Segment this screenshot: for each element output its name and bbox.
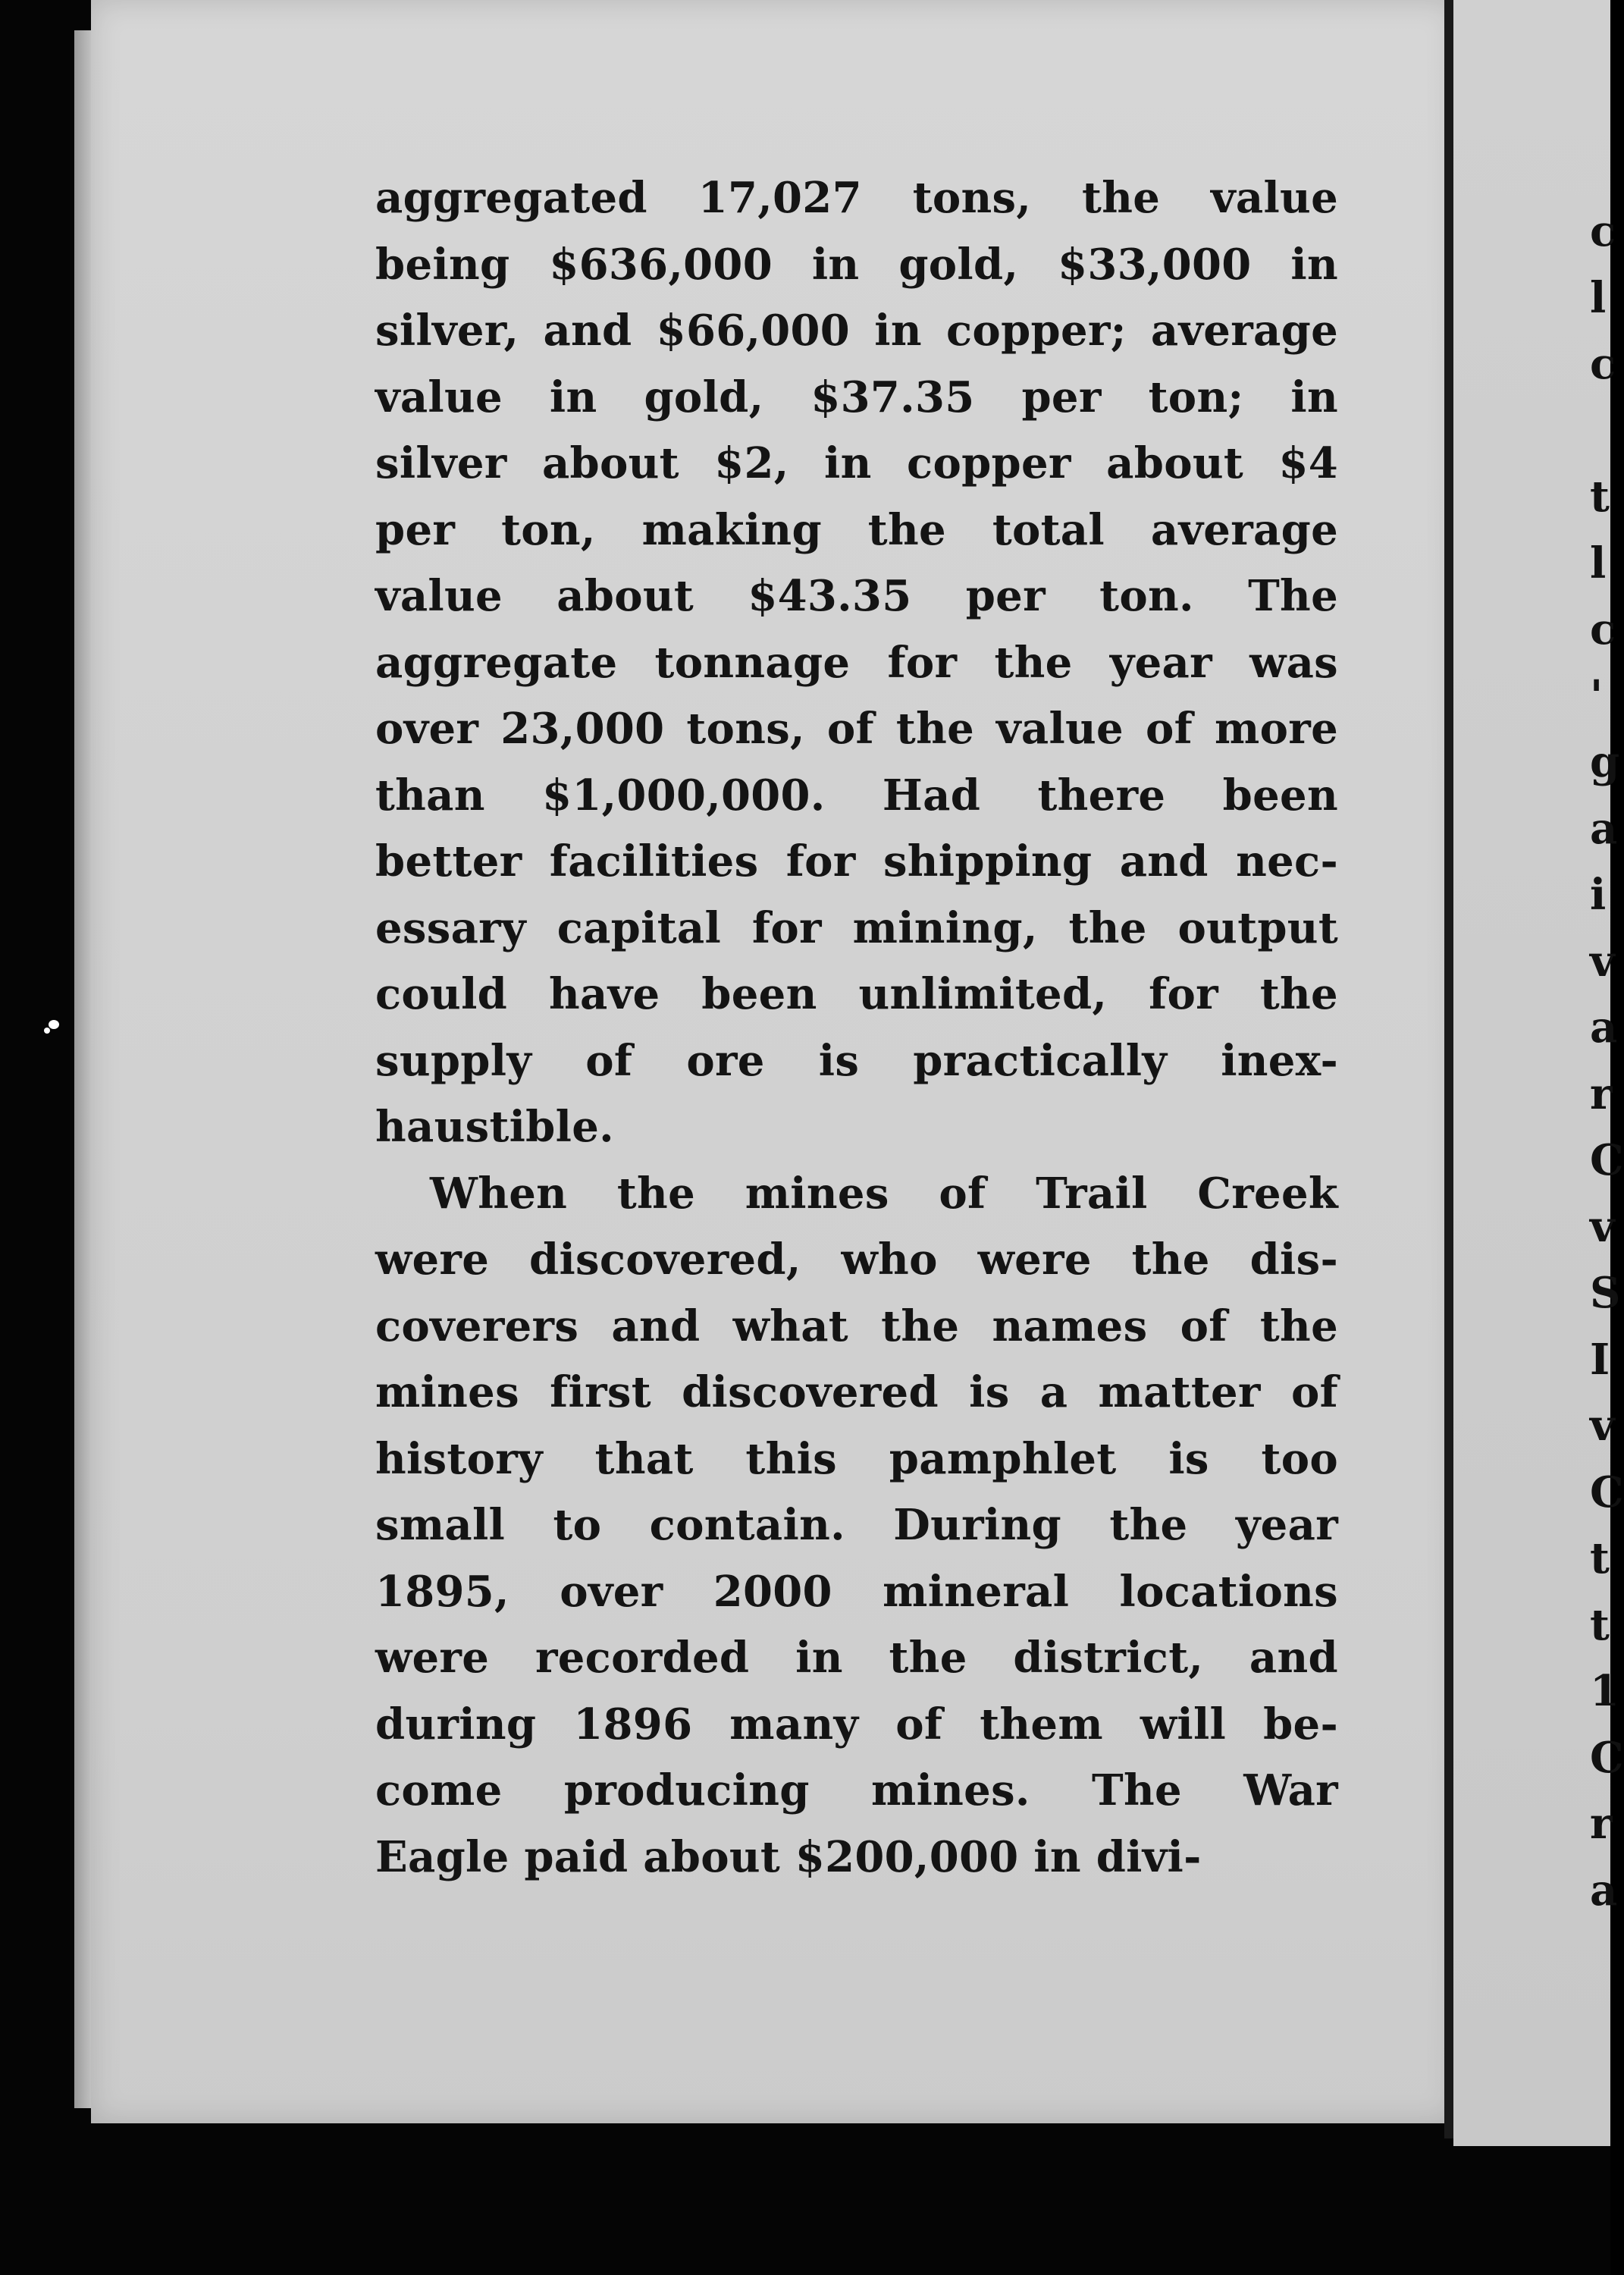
facing-page-fragment: 1 <box>1590 1666 1619 1716</box>
text-line: come producing mines. The War <box>375 1765 1338 1815</box>
text-line: were discovered, who were the dis- <box>375 1235 1338 1285</box>
facing-page-fragment: t <box>1590 1533 1610 1583</box>
facing-page-fragment: v <box>1590 936 1615 987</box>
text-line: aggregated 17,027 tons, the value <box>375 173 1338 223</box>
facing-page-fragment: S <box>1590 1268 1621 1318</box>
paragraph-2 <box>375 1161 1338 1891</box>
facing-page-fragment: a <box>1590 803 1618 854</box>
facing-page-fragment: l <box>1590 538 1607 588</box>
page-gutter <box>1444 0 1453 2138</box>
facing-page-fragment: v <box>1590 1401 1615 1451</box>
text-line: were recorded in the district, and <box>375 1633 1338 1683</box>
facing-page-fragment: r <box>1590 1799 1613 1849</box>
facing-page <box>1453 0 1624 2146</box>
facing-page-fragment: a <box>1590 1003 1618 1053</box>
text-line: history that this pamphlet is too <box>375 1433 1338 1484</box>
facing-page-fragment: I <box>1590 1334 1610 1385</box>
text-line: aggregate tonnage for the year was <box>375 637 1338 688</box>
facing-page-fragment: v <box>1590 1201 1615 1252</box>
text-line: during 1896 many of them will be- <box>375 1699 1338 1749</box>
facing-page-fragment: r <box>1590 1068 1613 1119</box>
facing-page-fragment: g <box>1590 737 1620 787</box>
text-line: haustible. <box>375 1102 614 1152</box>
text-line: could have been unlimited, for the <box>375 969 1338 1019</box>
facing-page-fragment: l <box>1590 272 1607 323</box>
facing-page-letters <box>1590 199 1624 1924</box>
text-line: value about $43.35 per ton. The <box>375 571 1338 621</box>
facing-page-fragment: t <box>1590 1599 1610 1650</box>
text-line: 1895, over 2000 mineral locations <box>375 1566 1338 1617</box>
text-line: per ton, making the total average <box>375 504 1338 555</box>
text-line: than $1,000,000. Had there been <box>375 770 1338 821</box>
scan-speck <box>49 1020 59 1029</box>
facing-page-fragment <box>1590 398 1624 465</box>
text-line: Eagle paid about $200,000 in divi- <box>375 1831 1202 1882</box>
facing-page-fragment: C <box>1590 1732 1624 1783</box>
facing-page-fragment: c <box>1590 604 1616 654</box>
facing-page-fragment: t <box>1590 472 1610 522</box>
text-line: better facilities for shipping and nec- <box>375 836 1338 886</box>
text-line: coverers and what the names of the <box>375 1301 1338 1351</box>
text-line: supply of ore is practically inex- <box>375 1035 1338 1086</box>
scan-speck <box>44 1028 50 1034</box>
text-line: silver, and $66,000 in copper; average <box>375 306 1338 356</box>
facing-page-fragment: c <box>1590 206 1616 256</box>
text-line: mines first discovered is a matter of <box>375 1367 1338 1417</box>
facing-page-fragment: a <box>1590 1865 1618 1916</box>
body-text <box>375 165 1338 1891</box>
paragraph-1 <box>375 165 1338 1161</box>
text-line: silver about $2, in copper about $4 <box>375 438 1338 488</box>
page-edge <box>74 30 92 2108</box>
text-line: being $636,000 in gold, $33,000 in <box>375 239 1338 290</box>
facing-page-fragment: c <box>1590 339 1616 389</box>
text-line: When the mines of Trail Creek <box>430 1168 1338 1219</box>
facing-page-fragment: i <box>1590 870 1607 920</box>
text-line: over 23,000 tons, of the value of more <box>375 704 1338 754</box>
text-line: value in gold, $37.35 per ton; in <box>375 372 1338 422</box>
facing-page-fragment: C <box>1590 1467 1624 1517</box>
facing-page-fragment: C <box>1590 1135 1624 1185</box>
text-line: small to contain. During the year <box>375 1500 1338 1550</box>
text-line: essary capital for mining, the output <box>375 902 1338 953</box>
facing-page-fragment: ' <box>1590 670 1604 721</box>
